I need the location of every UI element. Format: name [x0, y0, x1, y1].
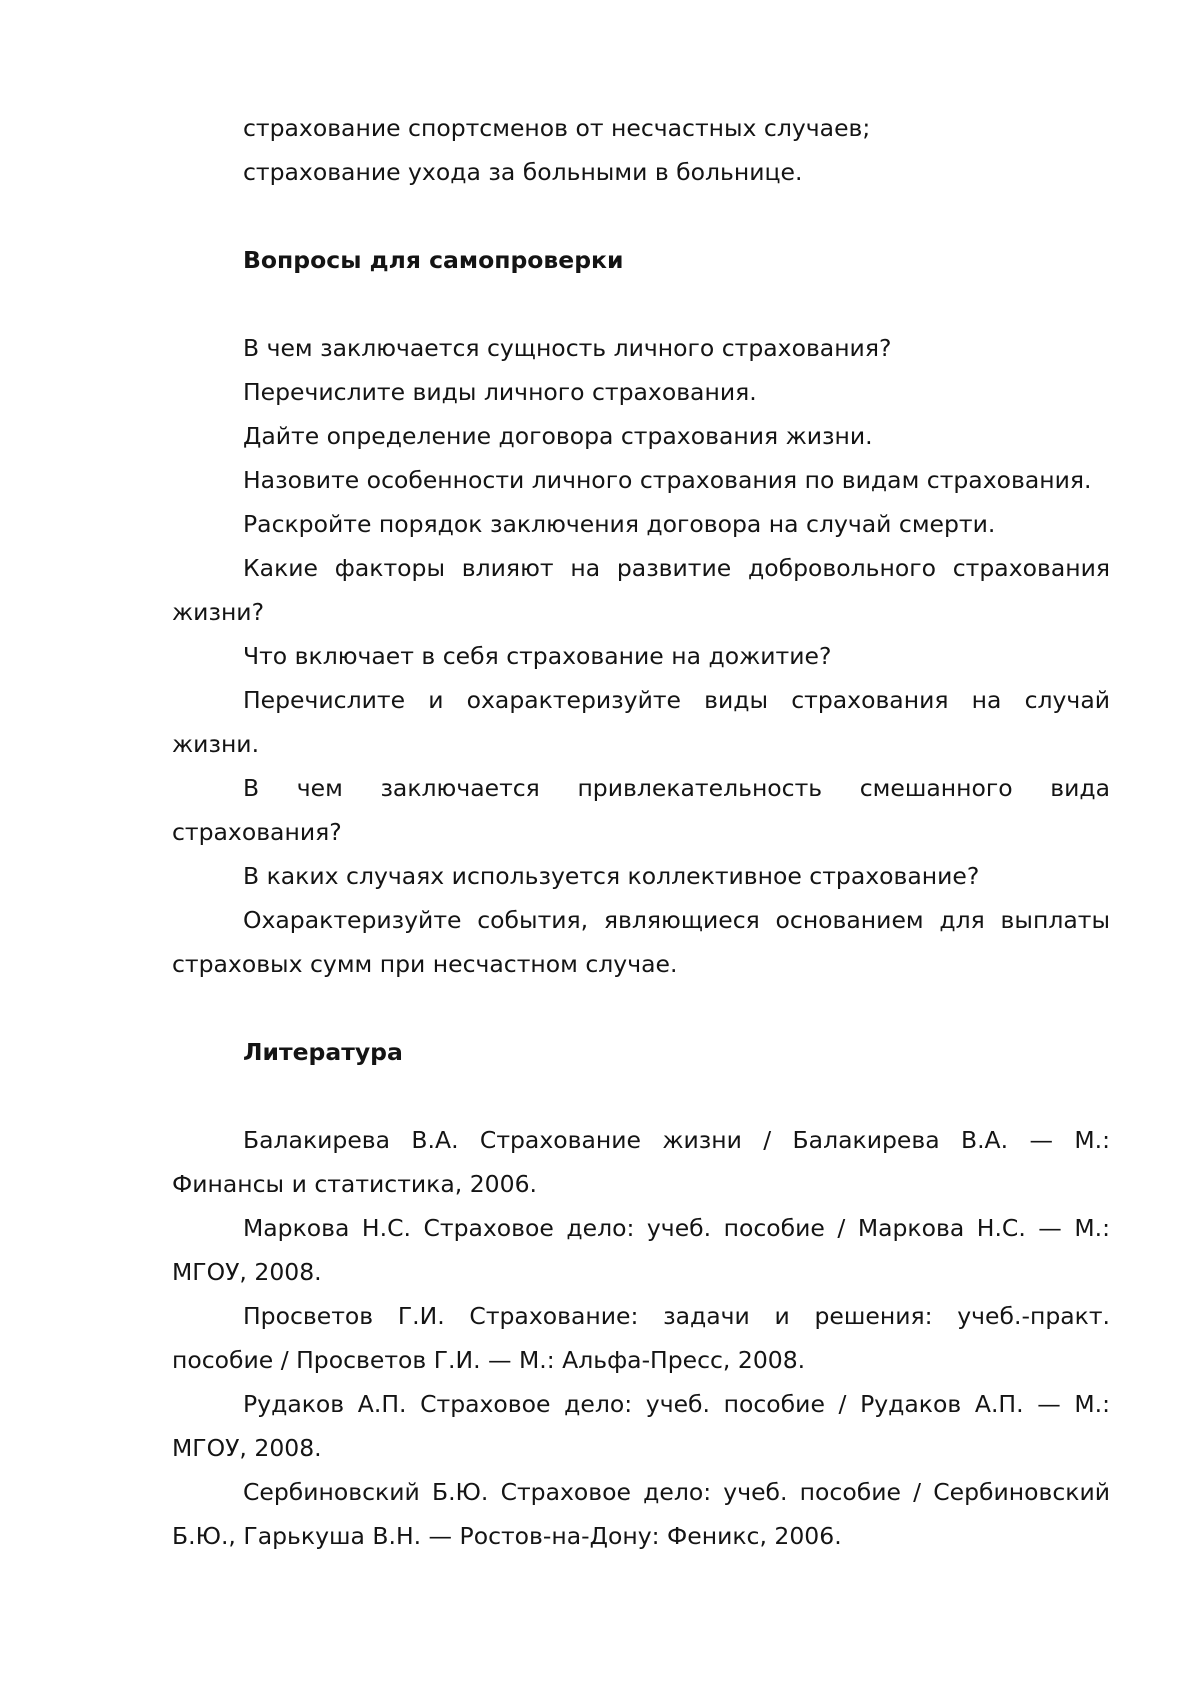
literature-heading: Литература	[243, 1038, 403, 1066]
document-page	[172, 106, 1110, 1558]
spacer	[172, 1074, 1110, 1118]
literature-item: Рудаков А.П. Страховое дело: учеб. пособие / Рудаков А.П. — М.: МГОУ, 2008.	[172, 1390, 1110, 1462]
spacer	[172, 194, 1110, 238]
question-item: Какие факторы влияют на развитие добровольного страхования жизни?	[172, 554, 1110, 626]
question-item: Назовите особенности личного страхования по видам страхования.	[243, 466, 1092, 494]
literature-item: Просветов Г.И. Страхование: задачи и решения: учеб.-практ. пособие / Просветов Г.И. — М.: Альфа-Пресс, 2008.	[172, 1302, 1110, 1374]
question-item: В чем заключается сущность личного страхования?	[243, 334, 892, 362]
intro-item: страхование спортсменов от несчастных случаев;	[243, 114, 871, 142]
spacer	[172, 986, 1110, 1030]
question-item: Перечислите виды личного страхования.	[243, 378, 757, 406]
literature-item: Маркова Н.С. Страховое дело: учеб. пособие / Маркова Н.С. — М.: МГОУ, 2008.	[172, 1214, 1110, 1286]
questions-heading: Вопросы для самопроверки	[243, 246, 624, 274]
question-item: Перечислите и охарактеризуйте виды страхования на случай жизни.	[172, 686, 1110, 758]
intro-item: страхование ухода за больными в больнице.	[243, 158, 803, 186]
literature-item: Балакирева В.А. Страхование жизни / Балакирева В.А. — М.: Финансы и статистика, 2006.	[172, 1126, 1110, 1198]
question-item: Что включает в себя страхование на дожитие?	[243, 642, 832, 670]
spacer	[172, 282, 1110, 326]
question-item: В чем заключается привлекательность смешанного вида страхования?	[172, 774, 1110, 846]
question-item: Раскройте порядок заключения договора на случай смерти.	[243, 510, 996, 538]
question-item: Охарактеризуйте события, являющиеся основанием для выплаты страховых сумм при несчастном случае.	[172, 906, 1110, 978]
literature-item: Сербиновский Б.Ю. Страховое дело: учеб. пособие / Сербиновский Б.Ю., Гарькуша В.Н. — Ростов-на-Дону: Феникс, 2006.	[172, 1478, 1110, 1550]
question-item: Дайте определение договора страхования жизни.	[243, 422, 873, 450]
question-item: В каких случаях используется коллективное страхование?	[243, 862, 980, 890]
